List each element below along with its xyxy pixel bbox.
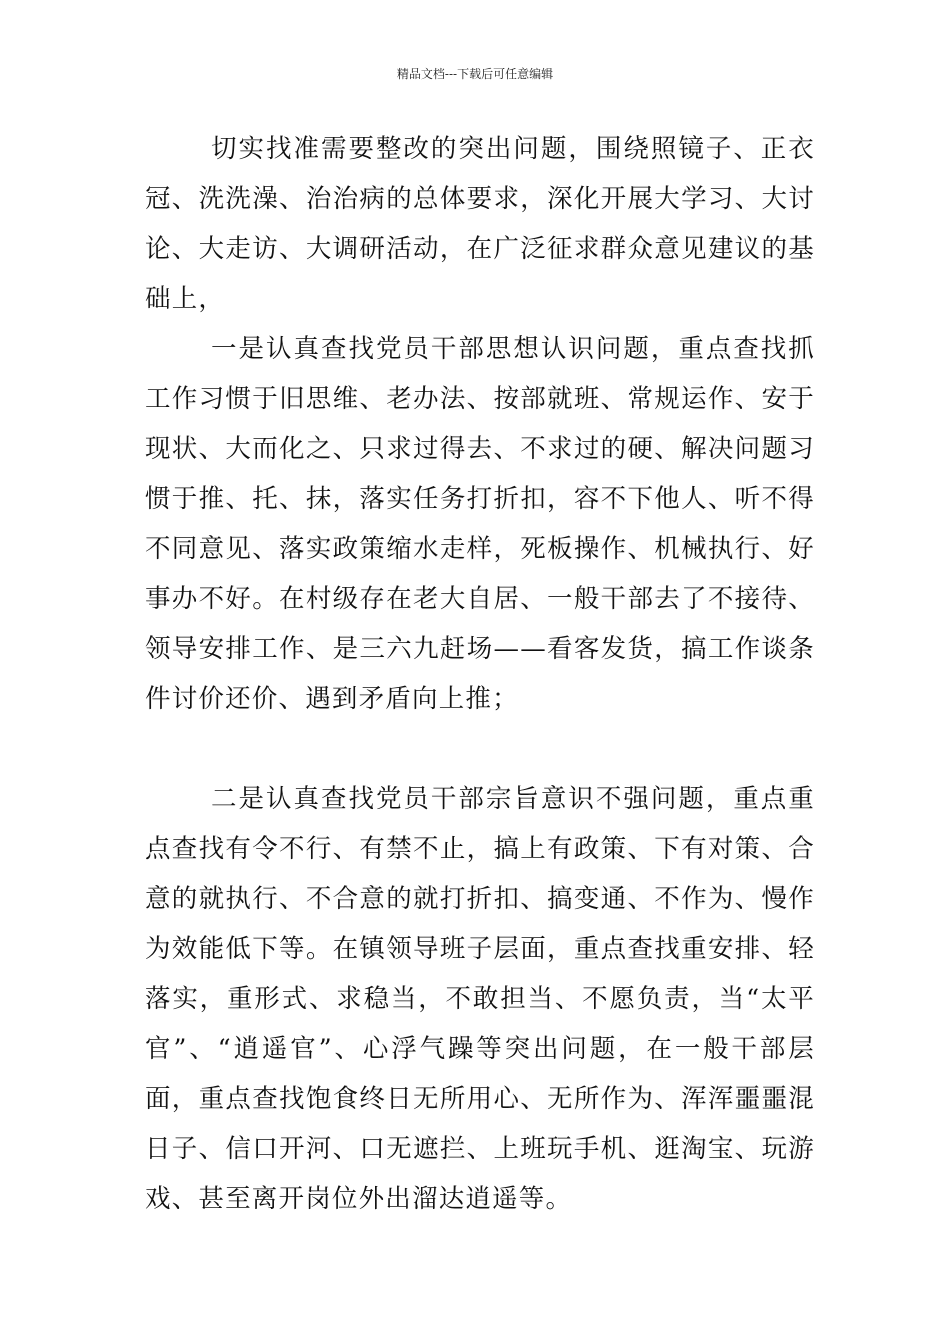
paragraph-item-one: 一是认真查找党员干部思想认识问题，重点查找抓工作习惯于旧思维、老办法、按部就班、常规运作、安于现状、大而化之、只求过得去、不求过的硬、解决问题习惯于推、托、抹，落实任务打折扣，容不下他人、听不得不同意见、落实政策缩水走样，死板操作、机械执行、好事办不好。在村级存在老大自居、一般干部去了不接待、领导安排工作、是三六九赶场——看客发货，搞工作谈条件讨价还价、遇到矛盾向上推； bbox=[145, 334, 815, 714]
paragraph-item-two: 二是认真查找党员干部宗旨意识不强问题，重点重点查找有令不行、有禁不止，搞上有政策、下有对策、合意的就执行、不合意的就打折扣、搞变通、不作为、慢作为效能低下等。在镇领导班子层面，重点查找重安排、轻落实，重形式、求稳当，不敢担当、不愿负责，当“太平官”、“逍遥官”、心浮气躁等突出问题，在一般干部层面，重点查找饱食终日无所用心、无所作为、浑浑噩噩混日子、信口开河、口无遮拦、上班玩手机、逛淘宝、玩游戏、甚至离开岗位外出溜达逍遥等。 bbox=[145, 784, 815, 1214]
paragraph-intro: 切实找准需要整改的突出问题，围绕照镜子、正衣冠、洗洗澡、治治病的总体要求，深化开展大学习、大讨论、大走访、大调研活动，在广泛征求群众意见建议的基础上， bbox=[145, 134, 815, 314]
page-header: 精品文档---下载后可任意编辑 bbox=[396, 67, 554, 81]
